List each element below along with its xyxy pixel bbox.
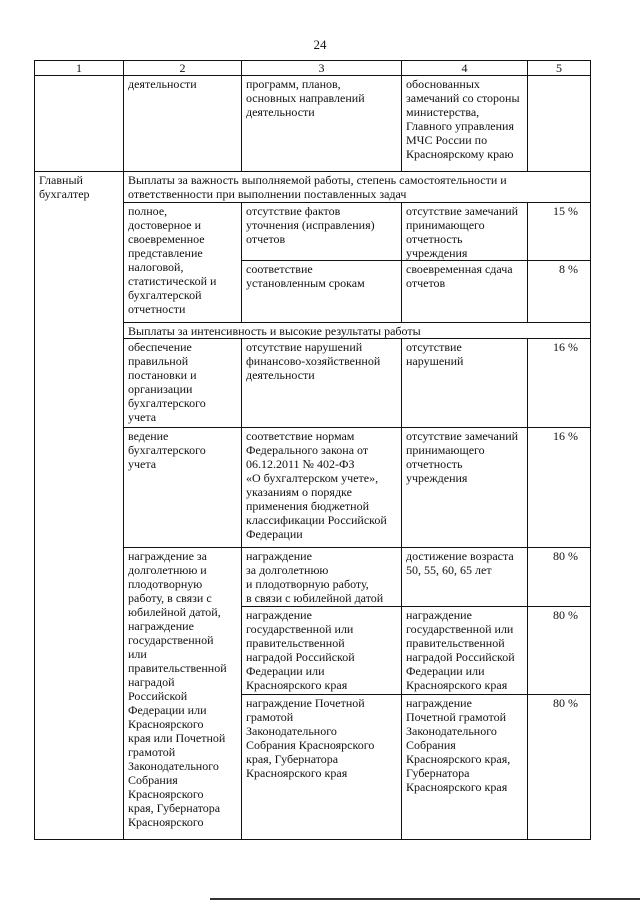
criterion-cell: обеспечение правильной постановки и организации бухгалтерского учета (124, 339, 242, 428)
section-title-intensity: Выплаты за интенсивность и высокие результаты работы (124, 323, 591, 339)
indicator-cell: своевременная сдача отчетов (402, 261, 528, 323)
criterion-cell: награждение за долголетнюю и плодотворную работу, в связи с юбилейной датой, награждение государственной или правительственной наградой Российской Федерации или Красноярского края или Почетной грамотой Законодательного Собрания Красноярского края, Губернатора Красноярского (124, 548, 242, 840)
condition-cell: отсутствие фактов уточнения (исправления) отчетов (242, 203, 402, 261)
percent-cell: 15 % (528, 203, 591, 261)
section-row-importance (35, 172, 591, 203)
position-cell: Главный бухгалтер (35, 172, 124, 840)
percent-cell: 8 % (528, 261, 591, 323)
indicator-cell: отсутствие замечаний принимающего отчетность учреждения (402, 203, 528, 261)
condition-cell: награждение государственной или правительственной наградой Российской Федерации или Красноярского края (242, 607, 402, 695)
table-row-continued (35, 76, 591, 172)
position-cell-empty (35, 76, 124, 172)
criterion-cell: деятельности (124, 76, 242, 172)
criterion-cell: ведение бухгалтерского учета (124, 428, 242, 548)
column-number-4: 4 (402, 61, 528, 76)
table-header-row (35, 61, 591, 76)
bonus-criteria-table (34, 60, 591, 840)
criterion-cell: полное, достоверное и своевременное представление налоговой, статистической и бухгалтерской отчетности (124, 203, 242, 323)
indicator-cell: отсутствие нарушений (402, 339, 528, 428)
indicator-cell: обоснованных замечаний со стороны министерства, Главного управления МЧС России по Красноярскому краю (402, 76, 528, 172)
condition-cell: соответствие установленным срокам (242, 261, 402, 323)
indicator-cell: достижение возраста 50, 55, 60, 65 лет (402, 548, 528, 607)
percent-cell: 80 % (528, 695, 591, 840)
condition-cell: отсутствие нарушений финансово-хозяйственной деятельности (242, 339, 402, 428)
percent-cell (528, 76, 591, 172)
column-number-3: 3 (242, 61, 402, 76)
condition-cell: награждение за долголетнюю и плодотворную работу, в связи с юбилейной датой (242, 548, 402, 607)
indicator-cell: награждение Почетной грамотой Законодательного Собрания Красноярского края, Губернатора Красноярского края (402, 695, 528, 840)
percent-cell: 80 % (528, 607, 591, 695)
indicator-cell: отсутствие замечаний принимающего отчетность учреждения (402, 428, 528, 548)
section-title-importance: Выплаты за важность выполняемой работы, степень самостоятельности и ответственности при выполнении поставленных задач (124, 172, 591, 203)
column-number-2: 2 (124, 61, 242, 76)
condition-cell: соответствие нормам Федерального закона от 06.12.2011 № 402-ФЗ «О бухгалтерском учете», указаниям о порядке применения бюджетной классификации Российской Федерации (242, 428, 402, 548)
page-number: 24 (313, 37, 327, 52)
percent-cell: 16 % (528, 339, 591, 428)
percent-cell: 80 % (528, 548, 591, 607)
column-number-5: 5 (528, 61, 591, 76)
condition-cell: программ, планов, основных направлений деятельности (242, 76, 402, 172)
column-number-1: 1 (35, 61, 124, 76)
bottom-rule (210, 898, 640, 900)
condition-cell: награждение Почетной грамотой Законодательного Собрания Красноярского края, Губернатора Красноярского края (242, 695, 402, 840)
indicator-cell: награждение государственной или правительственной наградой Российской Федерации или Красноярского края (402, 607, 528, 695)
percent-cell: 16 % (528, 428, 591, 548)
